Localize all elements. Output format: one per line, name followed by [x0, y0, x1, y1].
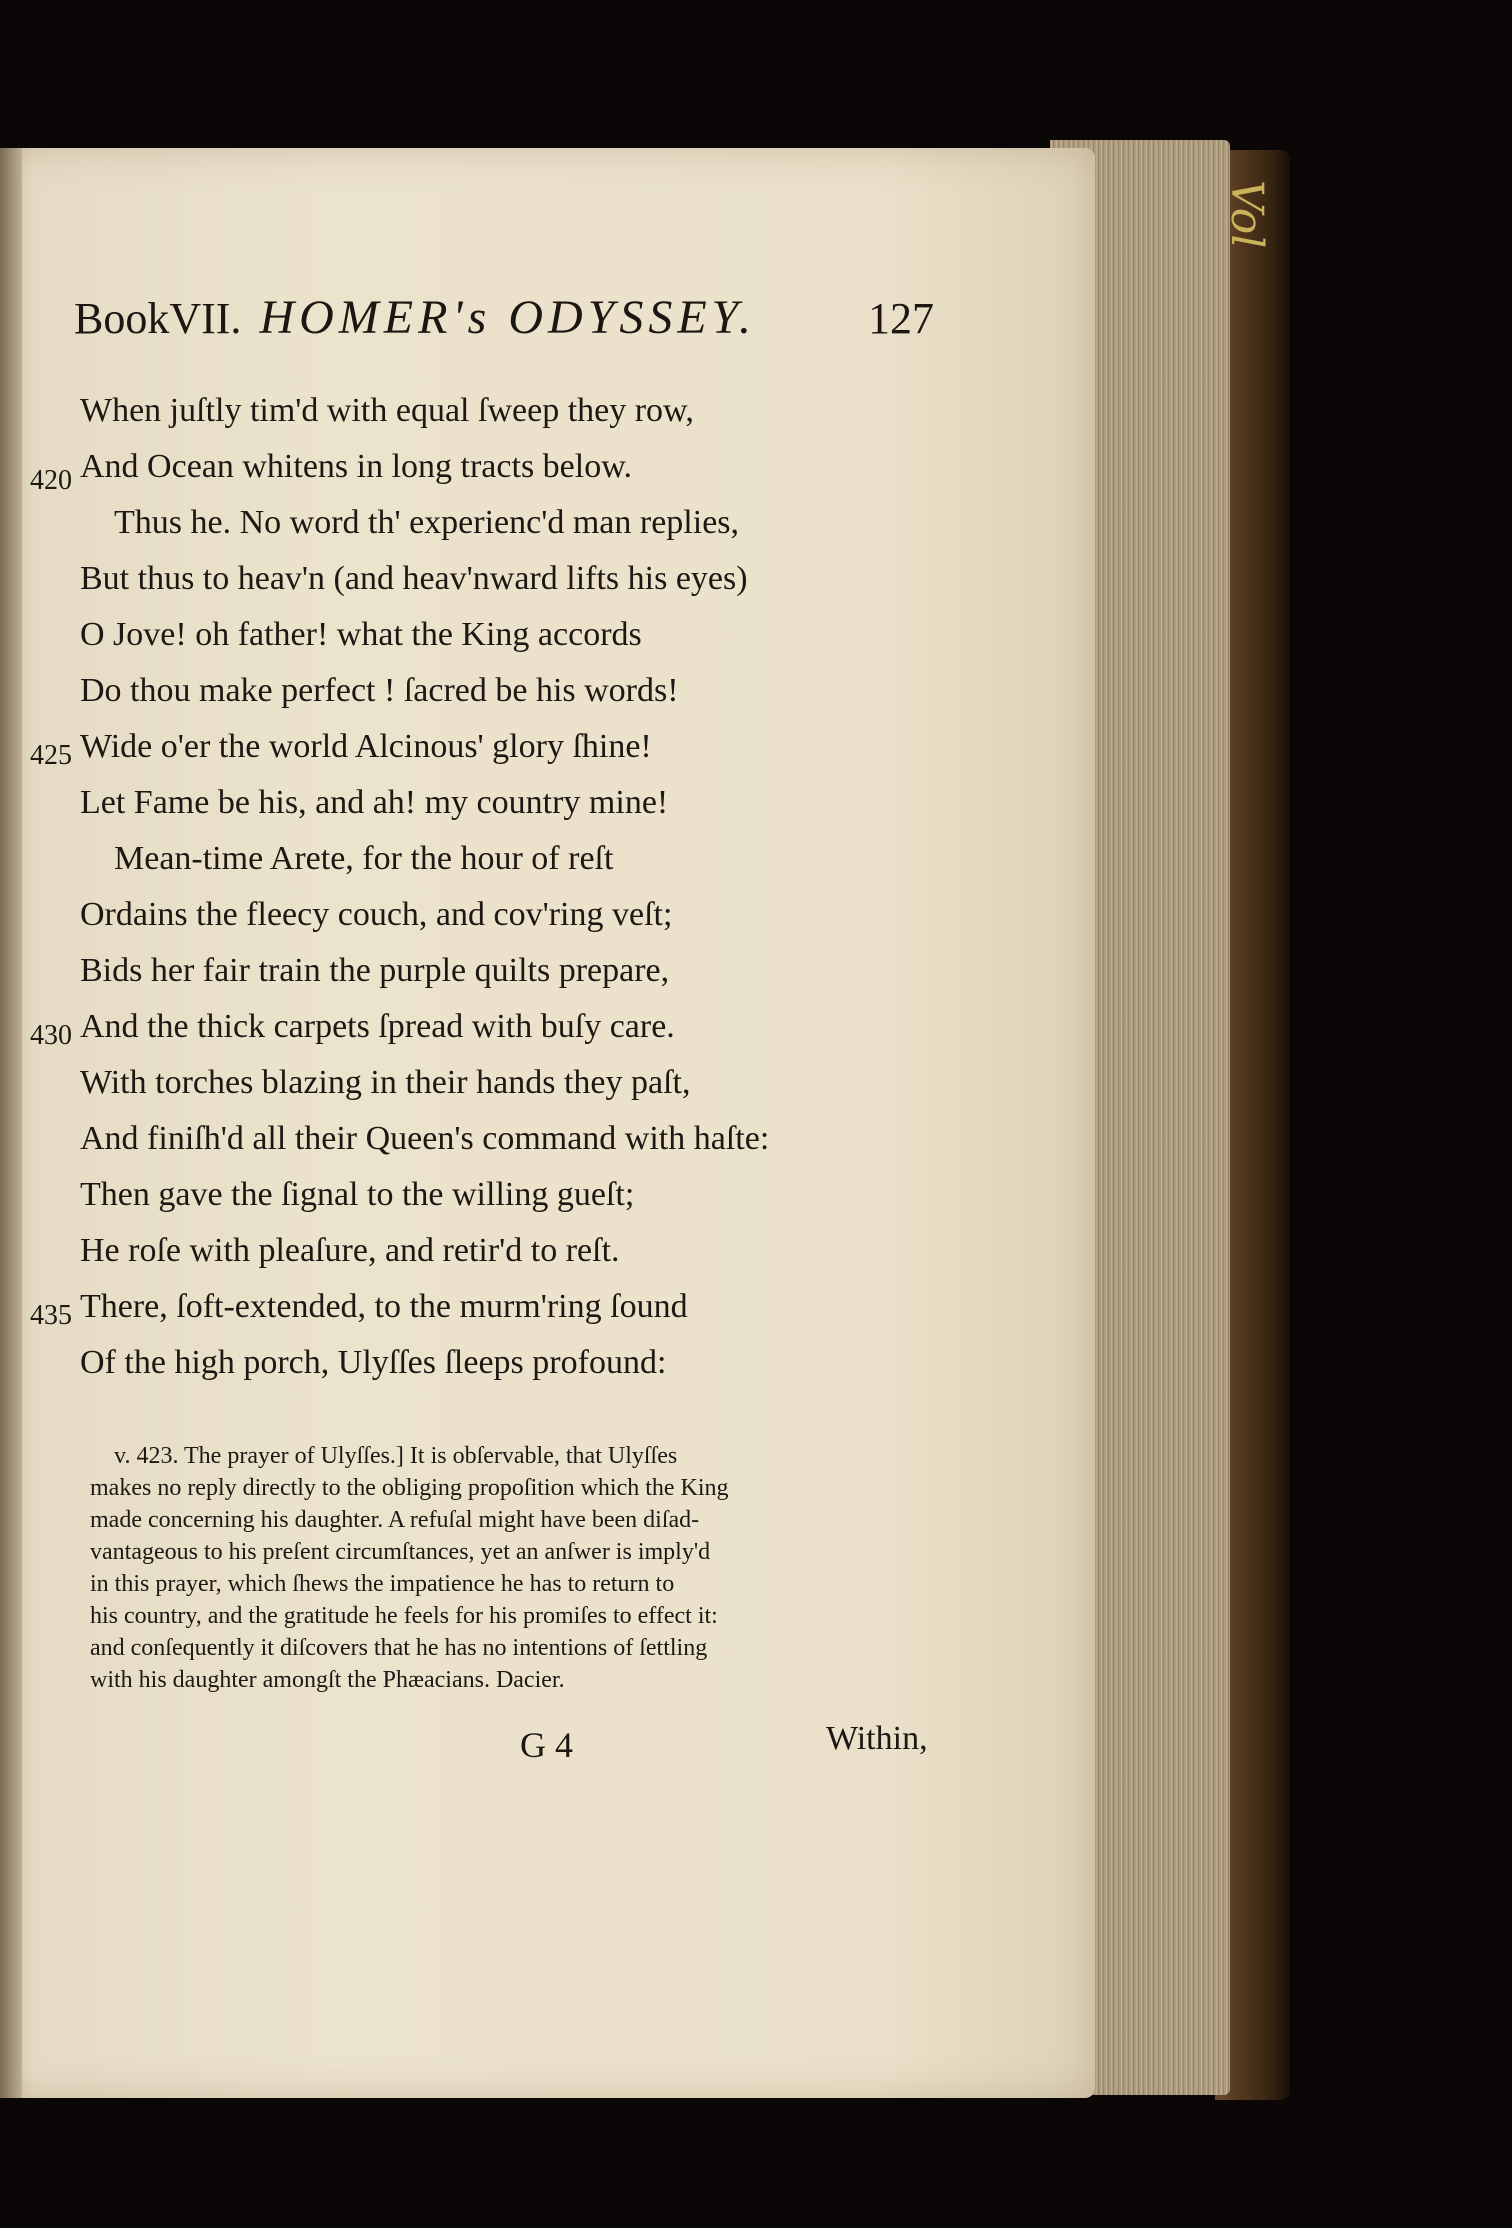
- footnote-line: his country, and the gratitude he feels for his promiſes to effect it:: [90, 1603, 718, 1629]
- book-number: BookVII.: [74, 294, 242, 343]
- signature-mark: G 4: [520, 1725, 573, 1765]
- cover-mark: Vol: [1221, 180, 1272, 249]
- poem-line: Then gave the ſignal to the willing gueſt;: [80, 1176, 635, 1213]
- page-number: 127: [868, 294, 934, 343]
- footnote: [90, 1440, 940, 1696]
- poem-line: He roſe with pleaſure, and retir'd to reſt.: [80, 1232, 620, 1269]
- footnote-line: and conſequently it diſcovers that he has no intentions of ſettling: [90, 1635, 708, 1661]
- footnote-line: with his daughter amongſt the Phæacians. Dacier.: [90, 1667, 565, 1693]
- line-number: 425: [30, 740, 72, 771]
- poem-line: But thus to heav'n (and heav'nward lifts his eyes): [80, 560, 748, 597]
- catchword: Within,: [826, 1720, 928, 1757]
- poem-line: Of the high porch, Ulyſſes ſleeps profound:: [80, 1344, 667, 1381]
- line-number: 430: [30, 1020, 72, 1051]
- poem-line: O Jove! oh father! what the King accords: [80, 616, 642, 653]
- poem-line: Wide o'er the world Alcinous' glory ſhine!: [80, 728, 652, 765]
- footnote-line: vantageous to his preſent circumſtances, yet an anſwer is imply'd: [90, 1539, 711, 1565]
- footnote-line: in this prayer, which ſhews the impatience he has to return to: [90, 1571, 675, 1597]
- gutter: [0, 148, 22, 2098]
- footnote-line: makes no reply directly to the obliging propoſition which the King: [90, 1475, 729, 1501]
- poem-line: Ordains the fleecy couch, and cov'ring veſt;: [80, 896, 673, 933]
- poem-line: And Ocean whitens in long tracts below.: [80, 448, 633, 485]
- footnote-line: made concerning his daughter. A refuſal might have been diſad-: [90, 1507, 700, 1533]
- poem-line: There, ſoft-extended, to the murm'ring ſound: [80, 1288, 688, 1325]
- poem-line: Let Fame be his, and ah! my country mine!: [80, 784, 669, 821]
- line-number: 435: [30, 1300, 72, 1331]
- poem-line: When juſtly tim'd with equal ſweep they row,: [80, 392, 694, 429]
- poem-line: Do thou make perfect ! ſacred be his words!: [80, 672, 679, 709]
- poem-line: And finiſh'd all their Queen's command with haſte:: [80, 1120, 770, 1157]
- poem-line: Thus he. No word th' experienc'd man replies,: [114, 504, 740, 541]
- footnote-line: v. 423. The prayer of Ulyſſes.] It is obſervable, that Ulyſſes: [114, 1443, 678, 1469]
- poem-line: Bids her fair train the purple quilts prepare,: [80, 952, 670, 989]
- poem-line: And the thick carpets ſpread with buſy care.: [80, 1008, 675, 1045]
- poem-line: With torches blazing in their hands they paſt,: [80, 1064, 691, 1101]
- running-title: HOMER's ODYSSEY.: [259, 291, 756, 344]
- line-number: 420: [30, 465, 72, 496]
- poem-line: Mean-time Arete, for the hour of reſt: [114, 840, 614, 877]
- running-header: [74, 290, 934, 345]
